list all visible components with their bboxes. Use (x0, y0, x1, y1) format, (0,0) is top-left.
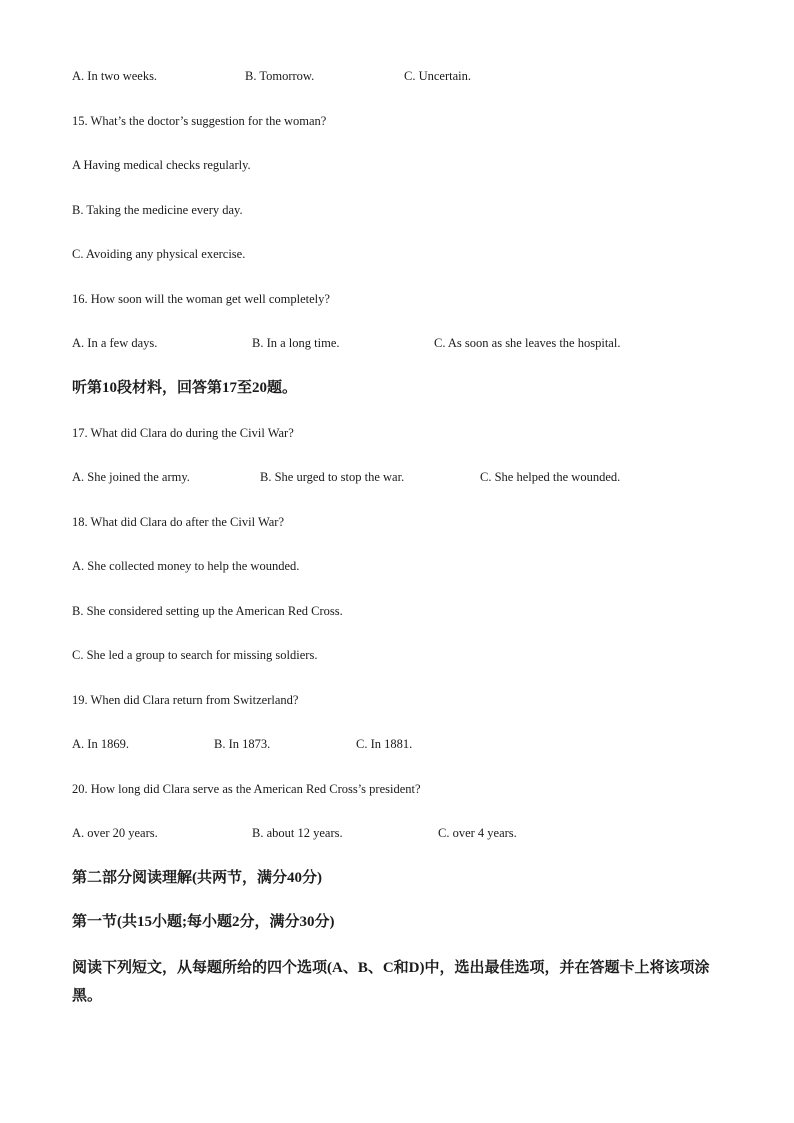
q18-question: 18. What did Clara do after the Civil War? (72, 515, 285, 529)
q20-question: 20. How long did Clara serve as the American Red Cross’s president? (72, 782, 421, 796)
q17-option-b: B. She urged to stop the war. (260, 470, 405, 484)
q16-option-b: B. In a long time. (252, 336, 340, 350)
q15-option-a: A Having medical checks regularly. (72, 158, 251, 172)
q18-option-b: B. She considered setting up the American Red Cross. (72, 604, 343, 618)
q19-option-c: C. In 1881. (356, 737, 413, 751)
section10-heading: 听第10段材料，回答第17至20题。 (72, 380, 298, 396)
q19-question: 19. When did Clara return from Switzerland? (72, 693, 299, 707)
q16-option-c: C. As soon as she leaves the hospital. (434, 336, 621, 350)
q19-option-b: B. In 1873. (214, 737, 271, 751)
q20-option-b: B. about 12 years. (252, 826, 343, 840)
q18-option-c: C. She led a group to search for missing soldiers. (72, 648, 318, 662)
q17-option-a: A. She joined the army. (72, 470, 190, 484)
q16-question: 16. How soon will the woman get well completely? (72, 292, 330, 306)
q15-question: 15. What’s the doctor’s suggestion for the woman? (72, 114, 327, 128)
reading-instructions: 阅读下列短文，从每题所给的四个选项(A、B、C和D)中，选出最佳选项，并在答题卡上将该项涂黑。 (72, 960, 710, 1004)
q17-option-c: C. She helped the wounded. (480, 470, 621, 484)
q16-option-a: A. In a few days. (72, 336, 158, 350)
q19-option-a: A. In 1869. (72, 737, 129, 751)
q20-option-a: A. over 20 years. (72, 826, 158, 840)
q20-option-c: C. over 4 years. (438, 826, 517, 840)
q15-option-b: B. Taking the medicine every day. (72, 203, 243, 217)
part2-heading: 第二部分阅读理解(共两节，满分40分) (72, 870, 322, 886)
q14-option-c: C. Uncertain. (404, 69, 471, 83)
q15-option-c: C. Avoiding any physical exercise. (72, 247, 246, 261)
section1-heading: 第一节(共15小题;每小题2分，满分30分) (72, 914, 335, 930)
q14-option-b: B. Tomorrow. (245, 69, 315, 83)
q14-option-a: A. In two weeks. (72, 69, 158, 83)
q18-option-a: A. She collected money to help the wounded. (72, 559, 300, 573)
q17-question: 17. What did Clara do during the Civil War? (72, 426, 294, 440)
